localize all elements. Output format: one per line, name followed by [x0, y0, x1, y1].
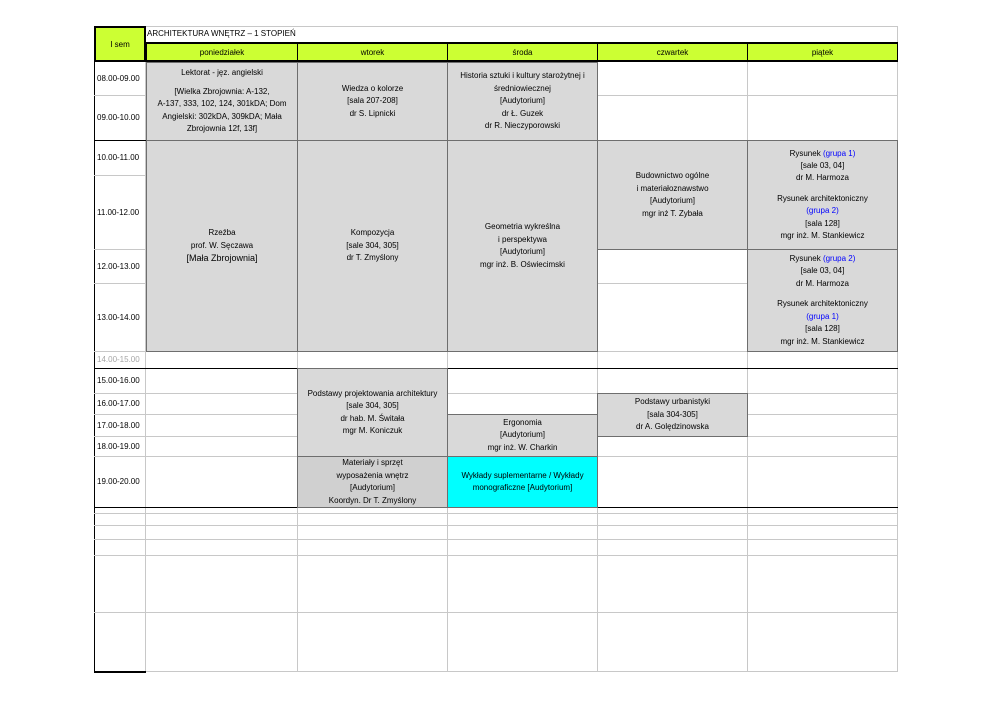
- class-block-ergonomia: [447, 414, 598, 457]
- class-block-podstawy-projektowania: [297, 368, 448, 457]
- class-line: [sala 128]: [805, 324, 840, 334]
- class-line: [Audytorium]: [500, 247, 545, 256]
- time-slot: 18.00-19.00: [97, 441, 140, 451]
- page-title: ARCHITEKTURA WNĘTRZ – 1 STOPIEŃ: [147, 29, 296, 38]
- time-slot-muted: 14.00-15.00: [97, 355, 140, 364]
- class-line: [sale 03, 04]: [800, 266, 845, 276]
- class-line: [Mała Zbrojownia]: [186, 253, 258, 264]
- class-line: i perspektywa: [498, 234, 547, 244]
- class-line: [sale 304, 305]: [346, 240, 399, 250]
- time-slot: 15.00-16.00: [97, 376, 140, 385]
- class-line: [Wielka Zbrojownia: A-132,: [174, 86, 270, 96]
- class-line: dr S. Lipnicki: [349, 108, 396, 118]
- group-label: (grupa 2): [806, 206, 839, 216]
- class-line: [sala 207-208]: [347, 96, 398, 106]
- time-slot: 19.00-20.00: [97, 477, 140, 486]
- class-line: dr hab. M. Świtała: [340, 413, 405, 423]
- class-line: [790, 253, 856, 265]
- class-line: mgr inż. M. Stankiewicz: [780, 231, 865, 241]
- class-line: prof. W. Sęczawa: [190, 240, 254, 250]
- class-line: dr R. Nieczyporowski: [484, 121, 561, 131]
- time-slot: 16.00-17.00: [97, 399, 140, 408]
- class-line: dr A. Golędzinowska: [636, 422, 709, 432]
- class-line: dr M. Harmoza: [796, 173, 849, 183]
- class-block-geometria: [447, 140, 598, 352]
- class-block-lektorat: [146, 62, 298, 141]
- class-line: Podstawy urbanistyki: [634, 397, 711, 407]
- class-line: Rysunek architektoniczny: [777, 193, 868, 203]
- class-line: dr T. Zmyślony: [346, 253, 399, 263]
- class-line: [sale 304, 305]: [346, 401, 399, 410]
- class-line: Podstawy projektowania architektury: [307, 388, 438, 398]
- class-line: Kompozycja: [350, 228, 395, 238]
- class-line: A-137, 333, 102, 124, 301kDA; Dom: [157, 99, 287, 109]
- class-line: Wiedza o kolorze: [341, 83, 404, 93]
- class-line: i materiałoznawstwo: [636, 183, 709, 193]
- class-line: [Audytorium]: [500, 96, 545, 106]
- class-line: [Audytorium]: [650, 196, 695, 205]
- day-header-wednesday: środa: [447, 42, 598, 62]
- class-block-materialy: [297, 456, 448, 508]
- group-label: (grupa 2): [822, 254, 856, 264]
- class-line: mgr M. Koniczuk: [342, 426, 403, 435]
- class-line: Koordyn. Dr T. Zmyślony: [328, 495, 417, 505]
- class-line: wyposażenia wnętrz: [336, 470, 409, 480]
- time-slot: 10.00-11.00: [97, 153, 140, 162]
- class-title: Rysunek: [789, 148, 821, 158]
- class-line: Materiały i sprzęt: [342, 458, 403, 467]
- class-line: dr M. Harmoza: [796, 278, 849, 288]
- class-block-wyklady: [447, 456, 598, 508]
- day-header-friday: piątek: [747, 42, 898, 62]
- class-line: Zbrojownia 12f, 13f]: [186, 124, 258, 134]
- time-slot: 17.00-18.00: [97, 420, 140, 430]
- class-line: Rysunek architektoniczny: [777, 299, 868, 309]
- class-line: mgr inż. M. Stankiewicz: [780, 336, 865, 346]
- class-block-rysunek-b: [747, 249, 898, 352]
- time-slot: 13.00-14.00: [97, 312, 140, 322]
- class-block-rzezba: [146, 140, 298, 352]
- class-line: monograficzne [Audytorium]: [472, 483, 573, 492]
- class-line: Historia sztuki i kultury starożytnej i: [460, 71, 585, 81]
- class-line: Ergonomia: [503, 417, 542, 427]
- class-line: Rzeźba: [208, 228, 236, 238]
- class-line: mgr inż. W. Charkin: [487, 442, 558, 452]
- class-line: [790, 148, 856, 160]
- class-line: [sale 03, 04]: [800, 160, 845, 170]
- time-slot: 08.00-09.00: [97, 74, 140, 83]
- class-block-historia-sztuki: [447, 62, 598, 141]
- group-label: (grupa 1): [806, 311, 839, 321]
- class-line: średniowiecznej: [494, 83, 551, 93]
- class-line: Lektorat - jęz. angielski: [181, 68, 263, 78]
- day-header-thursday: czwartek: [597, 42, 748, 62]
- class-line: dr Ł. Guzek: [501, 108, 544, 118]
- class-title: Rysunek: [789, 254, 821, 264]
- class-block-kompozycja: [297, 140, 448, 352]
- time-slot: 09.00-10.00: [97, 113, 140, 122]
- class-line: Wykłady suplementarne / Wykłady: [461, 470, 584, 480]
- class-line: Geometria wykreślna: [484, 222, 561, 231]
- time-slot: 11.00-12.00: [97, 207, 140, 217]
- class-line: [sala 128]: [805, 218, 840, 228]
- semester-label: [94, 26, 146, 62]
- class-line: [sala 304-305]: [647, 409, 698, 419]
- class-line: mgr inż. B. Oświecimski: [480, 259, 565, 269]
- time-slot: 12.00-13.00: [97, 261, 140, 271]
- semester-text: I sem: [110, 39, 130, 49]
- class-line: [Audytorium]: [500, 430, 545, 440]
- class-block-budownictwo: [597, 140, 748, 250]
- class-line: Budownictwo ogólne: [635, 171, 710, 180]
- day-header-tuesday: wtorek: [297, 42, 448, 62]
- class-block-rysunek-a: [747, 140, 898, 250]
- day-header-monday: poniedziałek: [146, 42, 298, 62]
- class-line: Angielski: 302kDA, 309kDA; Mała: [162, 111, 282, 121]
- class-block-urbanistyka: [597, 393, 748, 437]
- class-line: [Audytorium]: [350, 483, 395, 492]
- group-label: (grupa 1): [822, 148, 856, 158]
- class-line: mgr inż T. Zybała: [642, 208, 703, 218]
- class-block-wiedza-o-kolorze: [297, 62, 448, 141]
